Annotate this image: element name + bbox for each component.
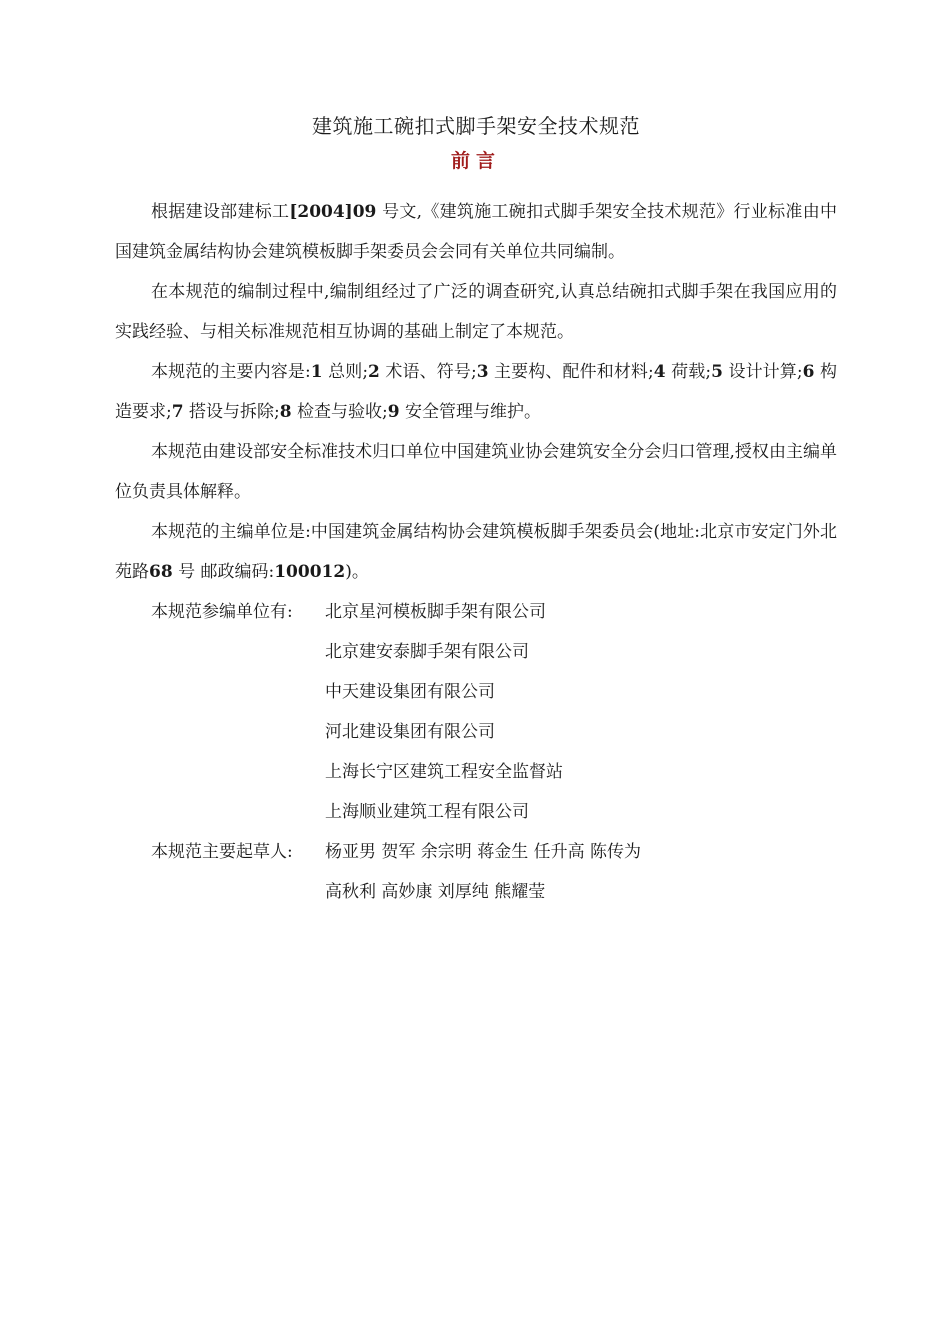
participating-unit: 上海长宁区建筑工程安全监督站 xyxy=(325,762,563,782)
bold-text: 6 xyxy=(802,362,815,382)
paragraph xyxy=(115,512,837,592)
bold-text: [2004]09 xyxy=(289,202,377,222)
text-run: 根据建设部建标工 xyxy=(151,202,290,222)
bold-text: 9 xyxy=(387,402,400,422)
participating-unit: 北京建安泰脚手架有限公司 xyxy=(325,642,529,662)
drafter-names: 高秋利 高妙康 刘厚纯 熊耀莹 xyxy=(325,882,546,902)
bold-text: 8 xyxy=(279,402,292,422)
drafter-names-label: 本规范主要起草人: xyxy=(151,842,293,862)
drafter-names-row xyxy=(115,832,837,872)
participating-unit-row xyxy=(115,632,837,672)
document-title: 建筑施工碗扣式脚手架安全技术规范 xyxy=(312,114,640,138)
text-run: 本规范的主要内容是: xyxy=(151,362,311,382)
bold-text: 100012 xyxy=(274,562,346,582)
drafter-names-label xyxy=(115,872,325,912)
paragraph xyxy=(115,432,837,512)
text-run: 总则; xyxy=(322,362,369,382)
foreword-body xyxy=(115,192,837,592)
participating-unit-row xyxy=(115,712,837,752)
text-run: 本规范由建设部安全标准技术归口单位中国建筑业协会建筑安全分会归口管理,授权由主编单位负责具体解释。 xyxy=(115,442,837,502)
participating-unit-label xyxy=(115,632,325,672)
bold-text: 68 xyxy=(149,562,173,582)
bold-text: 3 xyxy=(476,362,489,382)
participating-unit-row xyxy=(115,672,837,712)
text-run: 在本规范的编制过程中,编制组经过了广泛的调查研究,认真总结碗扣式脚手架在我国应用的实践经验、与相关标准规范相互协调的基础上制定了本规范。 xyxy=(115,282,837,342)
participating-unit: 中天建设集团有限公司 xyxy=(325,682,495,702)
participating-unit-row xyxy=(115,792,837,832)
text-run: 本规范的主编单位是:中国建筑金属结构协会建筑模板脚手架委员会(地址:北京市安定门外北苑路 xyxy=(115,522,837,582)
drafter-names: 杨亚男 贺军 余宗明 蒋金生 任升高 陈传为 xyxy=(325,842,642,862)
text-run: )。 xyxy=(345,562,369,582)
text-run: 主要构、配件和材料; xyxy=(488,362,654,382)
participating-unit: 上海顺业建筑工程有限公司 xyxy=(325,802,529,822)
participating-unit-row xyxy=(115,592,837,632)
bold-text: 5 xyxy=(711,362,723,382)
text-run: 荷载; xyxy=(665,362,712,382)
drafter-names-row xyxy=(115,872,837,912)
text-run: 号 邮政编码: xyxy=(172,562,275,582)
participating-unit-label xyxy=(115,712,325,752)
paragraph xyxy=(115,272,837,352)
bold-text: 7 xyxy=(171,402,184,422)
bold-text: 2 xyxy=(368,362,380,382)
paragraph xyxy=(115,352,837,432)
participating-unit: 北京星河模板脚手架有限公司 xyxy=(325,602,546,622)
text-run: 设计计算; xyxy=(722,362,803,382)
text-run: 号文,《建筑施工碗扣式脚手架安全技术规范》行业标准由中国建筑金属结构协会建筑模板脚手架委员会会同有关单位共同编制。 xyxy=(115,202,838,262)
section-heading-foreword: 前言 xyxy=(450,150,501,172)
text-run: 构造要求; xyxy=(115,362,837,422)
participating-unit-row xyxy=(115,752,837,792)
participating-unit-label xyxy=(115,792,325,832)
participating-unit-label: 本规范参编单位有: xyxy=(151,602,293,622)
document-page xyxy=(115,108,837,912)
paragraph xyxy=(115,192,837,272)
participating-unit: 河北建设集团有限公司 xyxy=(325,722,495,742)
participating-units xyxy=(115,592,837,832)
main-drafters xyxy=(115,832,837,912)
text-run: 检查与验收; xyxy=(291,402,388,422)
bold-text: 4 xyxy=(653,362,666,382)
bold-text: 1 xyxy=(310,362,323,382)
participating-unit-label xyxy=(115,752,325,792)
text-run: 搭设与拆除; xyxy=(183,402,280,422)
participating-unit-label xyxy=(115,672,325,712)
text-run: 安全管理与维护。 xyxy=(399,402,541,422)
text-run: 术语、符号; xyxy=(379,362,477,382)
